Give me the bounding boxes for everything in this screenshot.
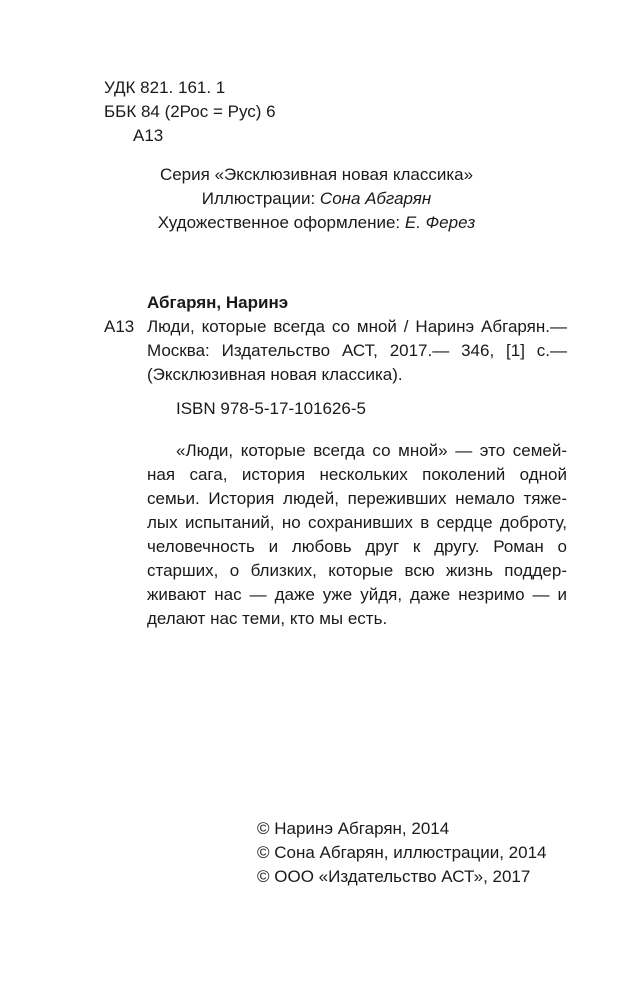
designer-name: Е. Ферез <box>404 213 476 232</box>
design-label: Художественное оформление: <box>157 213 405 232</box>
author-mark: А13 <box>133 126 164 145</box>
bib-author-mark: А13 <box>104 317 135 336</box>
isbn: ISBN 978-5-17-101626-5 <box>176 399 366 418</box>
illustrations-credit <box>0 187 633 211</box>
copyright-publisher: © ООО «Издательство АСТ», 2017 <box>257 867 531 886</box>
design-credit <box>0 211 633 235</box>
illustrations-label: Иллюстрации: <box>201 189 320 208</box>
annotation-line: ная сага, история нескольких поколений одной <box>147 465 567 484</box>
illustrator-name: Сона Абгарян <box>319 189 432 208</box>
annotation-line: старших, о близких, которые всю жизнь поддер- <box>147 561 567 580</box>
series-line: Серия «Эксклюзивная новая классика» <box>159 165 474 184</box>
bib-line-series: (Эксклюзивная новая классика). <box>147 365 403 384</box>
bib-line-publisher: Москва: Издательство АСТ, 2017.— 346, [1] с.— <box>147 341 567 360</box>
copyright-illustrations: © Сона Абгарян, иллюстрации, 2014 <box>257 843 547 862</box>
annotation-line: человечность и любовь друг к другу. Роман о <box>147 537 567 556</box>
annotation-line: семьи. История людей, переживших немало тяже- <box>147 489 567 508</box>
annotation-line: делают нас теми, кто мы есть. <box>147 609 388 628</box>
annotation-line: живают нас — даже уже уйдя, даже незримо — и <box>147 585 567 604</box>
annotation-line: лых испытаний, но сохранивших в сердце доброту, <box>147 513 567 532</box>
annotation-line: «Люди, которые всегда со мной» — это семей- <box>176 441 567 460</box>
copyright-author: © Наринэ Абгарян, 2014 <box>257 819 450 838</box>
author-heading: Абгарян, Наринэ <box>147 293 289 312</box>
udk-code: УДК 821. 161. 1 <box>104 78 226 97</box>
bbk-code: ББК 84 (2Рос = Рус) 6 <box>104 102 276 121</box>
bib-line-title: Люди, которые всегда со мной / Наринэ Абгарян.— <box>147 317 567 336</box>
